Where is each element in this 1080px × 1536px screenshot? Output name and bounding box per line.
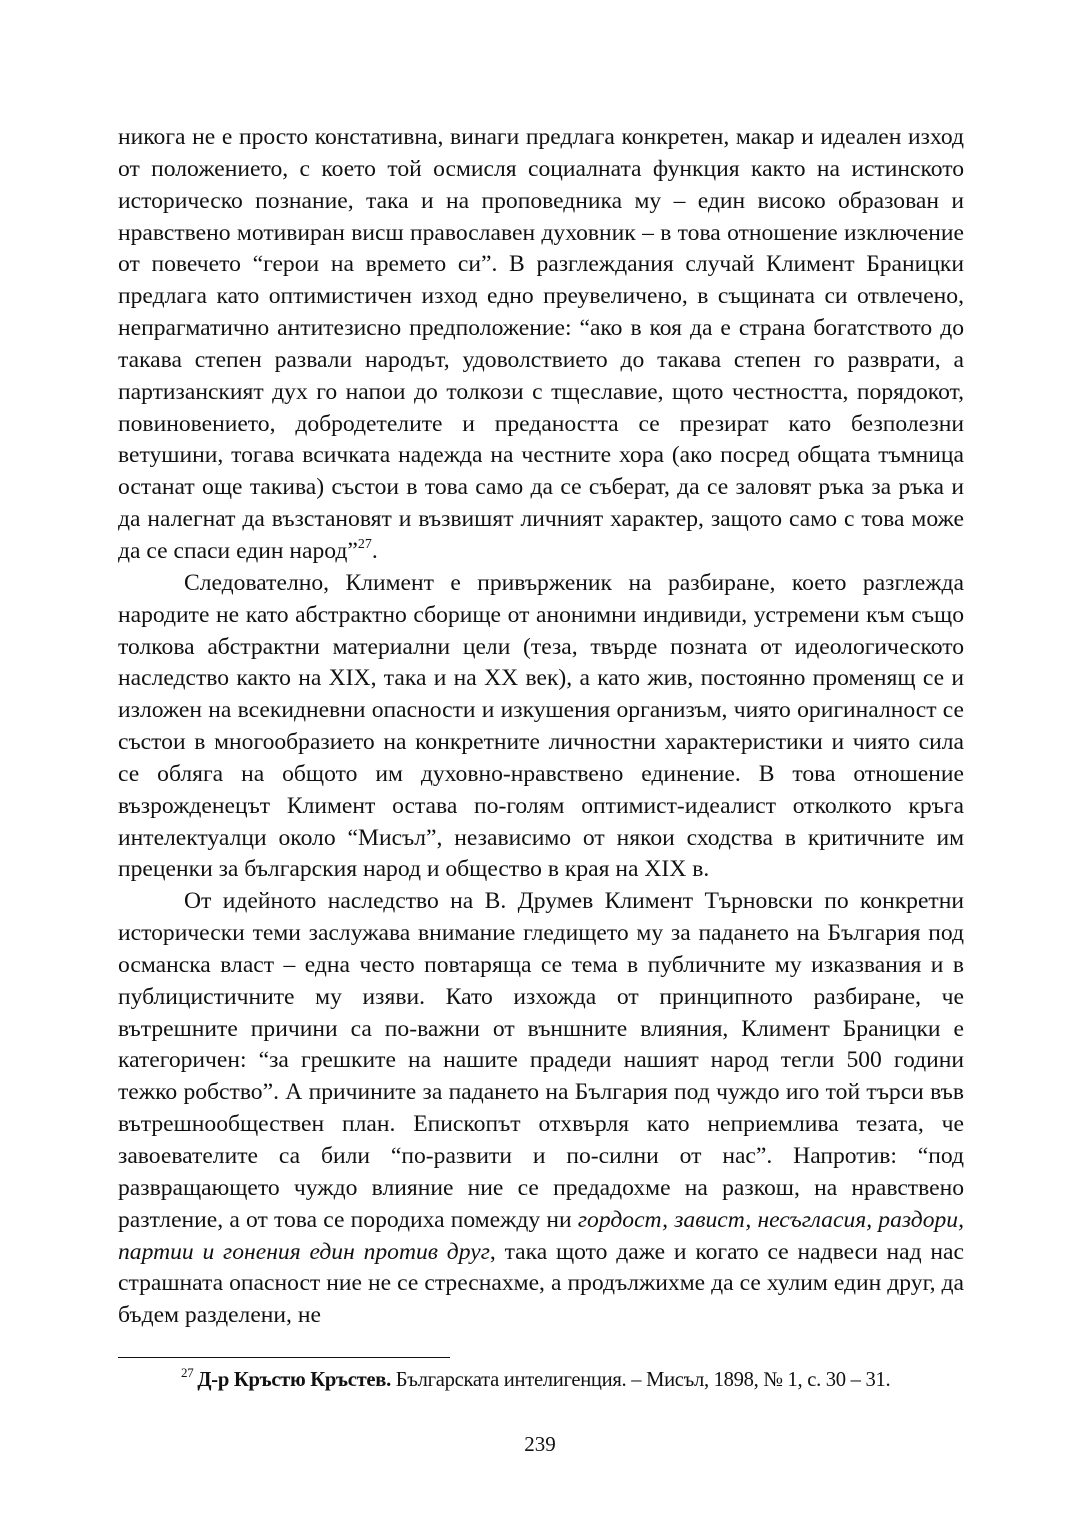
footnote-number: 27 <box>181 1365 194 1380</box>
paragraph-3 <box>118 886 964 1332</box>
paragraph-3-italic-quote: гордост, завист, несъгласия, раздори, партии и гонения един против друг <box>118 1206 965 1265</box>
paragraph-3-text: От идейното наследство на В. Друмев Климент Търновски по конкретни исторически теми заслужава внимание гледището му за падането на България под османска власт – една често повтаряща се тема в публичните му изказвания и в публицистичните му изяви. Като изхожда от принципното разбиране, че вътрешните причини са по-важни от външните влияния, Климент Браницки е категоричен: “за грешките на нашите прадеди нашият народ тегли 500 години тежко робство”. А причините за падането на България под чуждо иго той търси във вътрешнообществен план. Епископът отхвърля като неприемлива тезата, че завоевателите са били “по-развити и по-силни от нас”. Напротив: “под развращающето чуждо влияние ние се предадохме на разкош, на нравствено разтление, а от това се породиха помежду ни <box>118 888 964 1233</box>
footnote-author: Д-р Кръстю Кръстев. <box>197 1369 391 1391</box>
footnote-reference[interactable]: 27 <box>357 536 372 552</box>
paragraph-2: Следователно, Климент е привърженик на разбиране, което разглежда народите не като абстрактно сборище от анонимни индивиди, устремени към също толкова абстрактни материални цели (теза, твърде позната от идеологическото наследство както на XIX, така и на XX век), а като жив, постоянно променящ се и изложен на всекидневни опасности и изкушения организъм, чиято оригиналност се състои в многообразието на конкретните личностни характеристики и чиято сила се обляга на общото им духовно-нравствено единение. В това отношение възрожденецът Климент остава по-голям оптимист-идеалист отколкото кръга интелектуалци около “Мисъл”, независимо от някои сходства в критичните им преценки за българския народ и общество в края на XIX в. <box>118 569 964 883</box>
paragraph-1-end: . <box>371 537 378 564</box>
main-text <box>118 122 964 1332</box>
paragraph-1 <box>118 122 964 568</box>
paragraph-3-continuation: , така щото даже и когато се надвеси над нас страшната опасност ние не се стреснахме, а продължихме да се хулим един друг, да бъдем разделени, не <box>118 1238 964 1329</box>
footnote <box>181 1366 971 1394</box>
paragraph-1-text: никога не е просто констативна, винаги предлага конкретен, макар и идеален изход от положението, с което той осмисля социалната функция както на истинското историческо познание, така и на проповедника му – един високо образован и нравствено мотивиран висш православен духовник – в това отношение изключение от повечето “герои на времето си”. В разглеждания случай Климент Браницки предлага като оптимистичен изход едно преувеличено, в същината си отвлечено, непрагматично антитезисно предположение: “ако в коя да е страна богатството до такава степен развали народът, удоволствието до такава степен го разврати, а партизанският дух го напои до толкози с тщеславие, щото честността, порядокот, повиновението, добродетелите и предаността се презират като безполезни ветушини, тогава всичката надежда на честните хора (ако посред общата тъмница останат още такива) състои в това само да се съберат, да се заловят ръка за ръка и да налегнат да възстановят и възвишят личният характер, защото само с това може да се спаси един народ” <box>118 124 964 564</box>
footnote-text: Българската интелигенция. – Мисъл, 1898, № 1, с. 30 – 31. <box>390 1369 891 1391</box>
footnote-separator <box>118 1357 450 1358</box>
page-number: 239 <box>524 1432 556 1456</box>
